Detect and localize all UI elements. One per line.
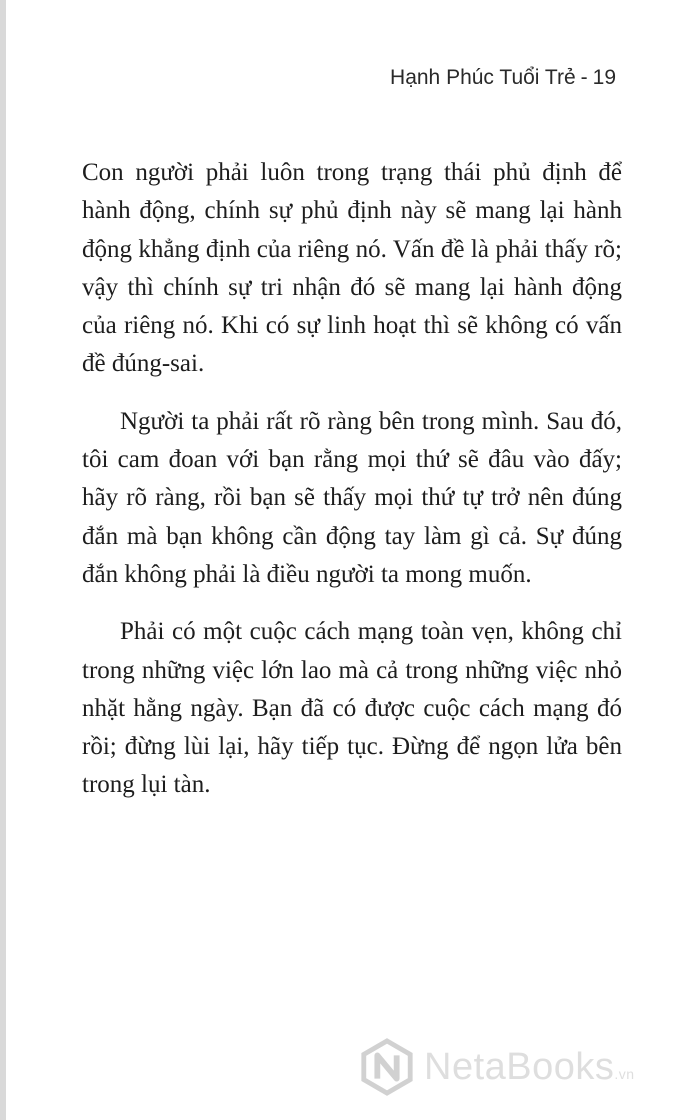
page-number: 19 <box>592 66 616 89</box>
paragraph-1: Con người phải luôn trong trạng thái phủ định để hành động, chính sự phủ định này sẽ mang lại hành động khẳng định của riêng nó. Vấn đề là phải thấy rõ; vậy thì chính sự tri nhận đó sẽ mang lại hành động của riêng nó. Khi có sự linh hoạt thì sẽ không có vấn đề đúng-sai. <box>82 159 622 378</box>
running-header <box>390 66 616 90</box>
page-edge-shadow <box>0 0 6 1120</box>
header-separator: - <box>580 66 588 89</box>
paragraph-2: Người ta phải rất rõ ràng bên trong mình. Sau đó, tôi cam đoan với bạn rằng mọi thứ sẽ đâu vào đấy; hãy rõ ràng, rồi bạn sẽ thấy mọi thứ tự trở nên đúng đắn mà bạn không cần động tay làm gì cả. Sự đúng đắn không phải là điều người ta mong muốn. <box>82 407 622 588</box>
netabooks-logo-icon <box>358 1038 416 1096</box>
watermark <box>358 1038 635 1096</box>
watermark-brand: NetaBooks <box>424 1045 615 1088</box>
book-title: Hạnh Phúc Tuổi Trẻ <box>390 66 576 89</box>
paragraph-3: Phải có một cuộc cách mạng toàn vẹn, không chỉ trong những việc lớn lao mà cả trong những việc nhỏ nhặt hằng ngày. Bạn đã có được cuộc cách mạng đó rồi; đừng lùi lại, hãy tiếp tục. Đừng để ngọn lửa bên trong lụi tàn. <box>82 618 622 799</box>
watermark-text <box>424 1046 635 1089</box>
body-text <box>82 154 622 824</box>
watermark-domain: .vn <box>614 1065 635 1082</box>
